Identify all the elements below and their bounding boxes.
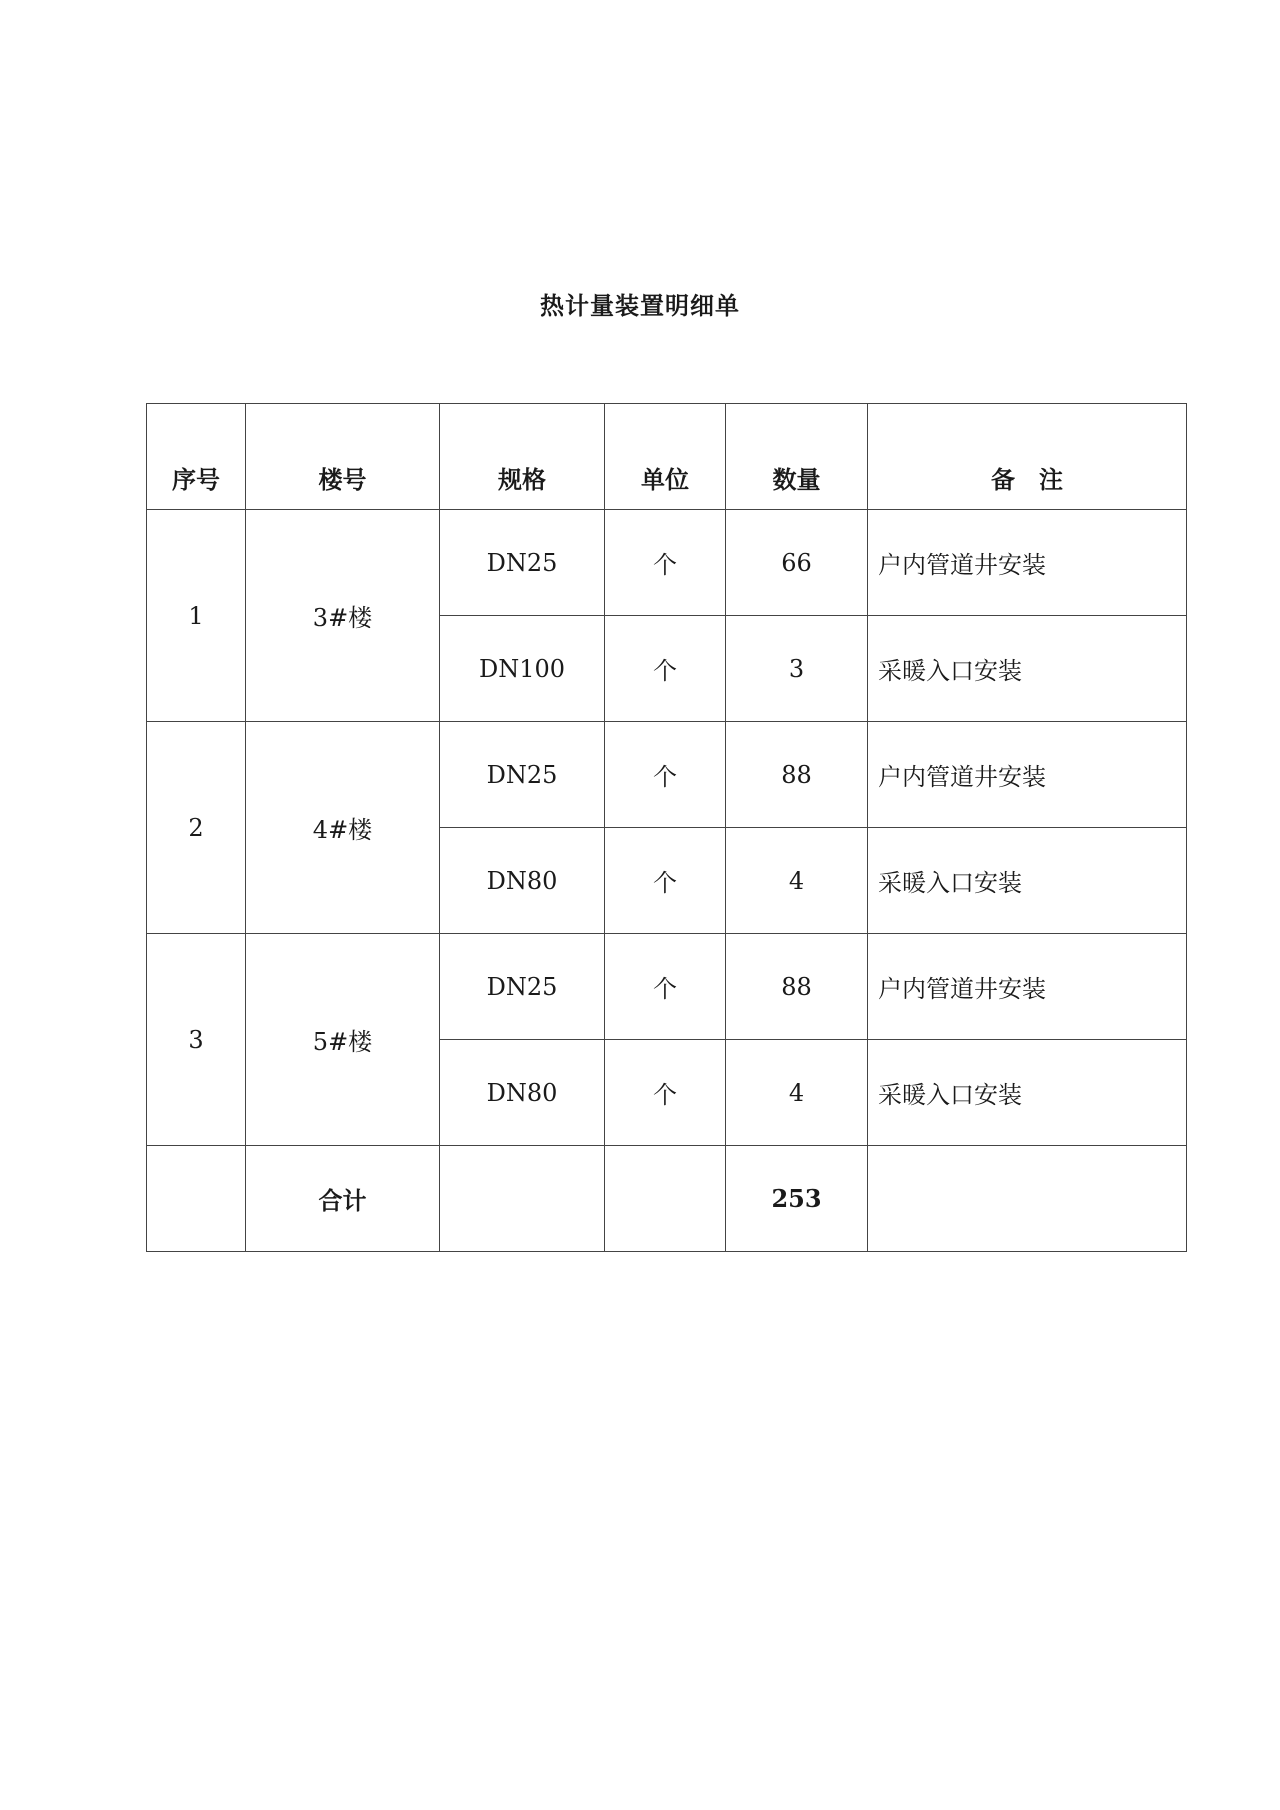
- spec-cell: DN80: [440, 828, 605, 934]
- note-cell: 户内管道井安装: [868, 510, 1187, 616]
- spec-cell: DN80: [440, 1040, 605, 1146]
- total-empty-cell: [605, 1146, 726, 1252]
- unit-cell: 个: [605, 934, 726, 1040]
- qty-cell: 4: [726, 1040, 868, 1146]
- seq-cell: 2: [147, 722, 246, 934]
- unit-cell: 个: [605, 1040, 726, 1146]
- building-cell: 3#楼: [246, 510, 440, 722]
- qty-cell: 88: [726, 722, 868, 828]
- detail-table: [146, 403, 1187, 1252]
- total-qty: 253: [726, 1146, 868, 1252]
- header-building: 楼号: [246, 404, 440, 510]
- building-cell: 4#楼: [246, 722, 440, 934]
- header-spec: 规格: [440, 404, 605, 510]
- spec-cell: DN25: [440, 934, 605, 1040]
- spec-cell: DN25: [440, 510, 605, 616]
- spec-cell: DN100: [440, 616, 605, 722]
- qty-cell: 4: [726, 828, 868, 934]
- note-cell: 户内管道井安装: [868, 934, 1187, 1040]
- total-empty-cell: [868, 1146, 1187, 1252]
- seq-cell: 1: [147, 510, 246, 722]
- total-empty-cell: [147, 1146, 246, 1252]
- total-label: 合计: [246, 1146, 440, 1252]
- note-cell: 采暖入口安装: [868, 616, 1187, 722]
- note-cell: 采暖入口安装: [868, 1040, 1187, 1146]
- note-cell: 户内管道井安装: [868, 722, 1187, 828]
- total-empty-cell: [440, 1146, 605, 1252]
- header-qty: 数量: [726, 404, 868, 510]
- unit-cell: 个: [605, 722, 726, 828]
- total-row: [147, 1146, 1187, 1252]
- qty-cell: 88: [726, 934, 868, 1040]
- header-seq: 序号: [147, 404, 246, 510]
- note-cell: 采暖入口安装: [868, 828, 1187, 934]
- unit-cell: 个: [605, 828, 726, 934]
- qty-cell: 3: [726, 616, 868, 722]
- table-row: [147, 510, 1187, 616]
- header-unit: 单位: [605, 404, 726, 510]
- building-cell: 5#楼: [246, 934, 440, 1146]
- unit-cell: 个: [605, 510, 726, 616]
- header-note: 备 注: [868, 404, 1187, 510]
- qty-cell: 66: [726, 510, 868, 616]
- unit-cell: 个: [605, 616, 726, 722]
- seq-cell: 3: [147, 934, 246, 1146]
- table-row: [147, 722, 1187, 828]
- header-row: [147, 404, 1187, 510]
- spec-cell: DN25: [440, 722, 605, 828]
- table-row: [147, 934, 1187, 1040]
- page-title: 热计量装置明细单: [540, 291, 740, 320]
